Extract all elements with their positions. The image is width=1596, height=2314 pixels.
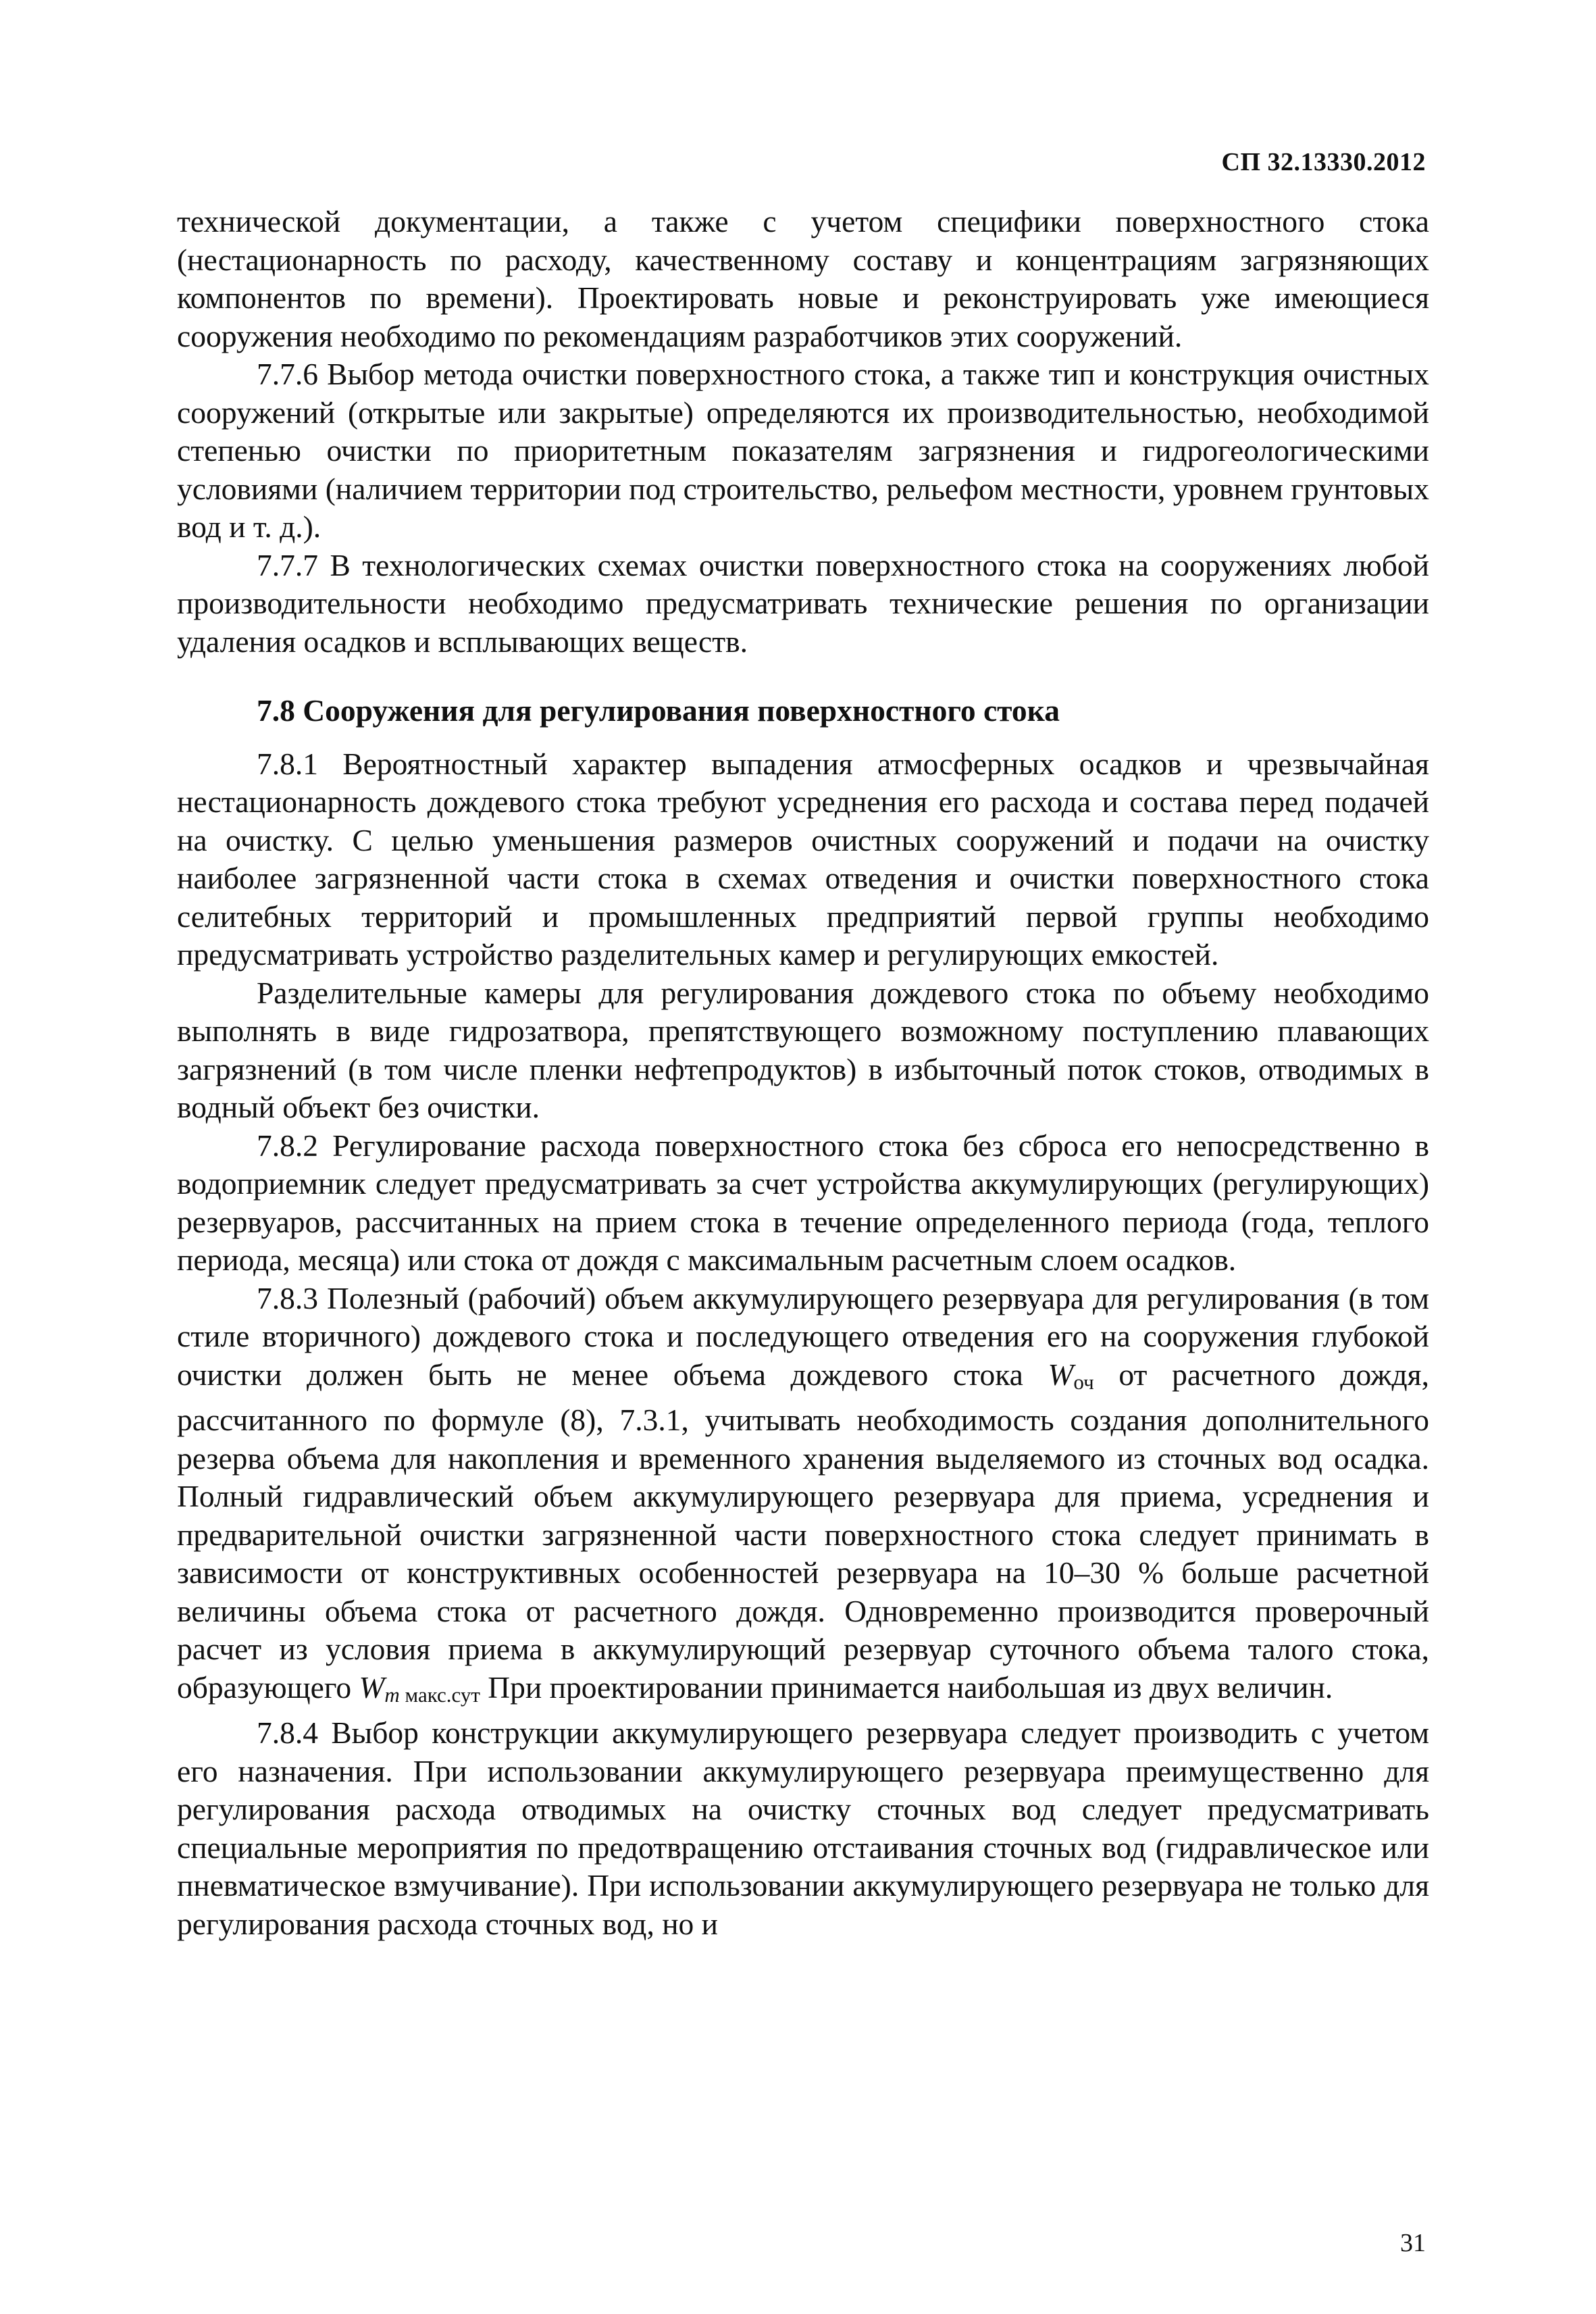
- paragraph-7-7-7: 7.7.7 В технологических схемах очистки поверхностного стока на сооружениях любой производительности необходимо предусматривать технические решения по организации удаления осадков и всплывающих веществ.: [177, 547, 1429, 659]
- paragraph-7-8-3-text-2: от расчетного дождя, рассчитанного по формуле (8), 7.3.1, учитывать необходимость создания дополнительного резерва объема для накопления и временного хранения выделяемого из сточных вод осадка. Полный гидравлический объем аккумулирующего резервуара для приема, усреднения и предварительной очистки загрязненной части поверхностного стока следует принимать в зависимости от конструктивных особенностей резервуара на 10–30 % больше расчетной величины объема стока от расчетного дождя. Одновременно производится проверочный расчет из условия приема в аккумулирующий резервуар суточного объема талого стока, образующего: [177, 1357, 1429, 1705]
- paragraph-7-8-4: 7.8.4 Выбор конструкции аккумулирующего резервуара следует производить с учетом его назначения. При использовании аккумулирующего резервуара преимущественно для регулирования расхода отводимых на очистку сточных вод следует предусматривать специальные мероприятия по предотвращению отстаивания сточных вод (гидравлическое или пневматическое взмучивание). При использовании аккумулирующего резервуара не только для регулирования расхода сточных вод, но и: [177, 1715, 1429, 1941]
- subscript-m: m: [384, 1682, 400, 1707]
- page-number: 31: [1400, 2229, 1426, 2257]
- paragraph-7-8-3-text-3: При проектировании принимается наибольшая из двух величин.: [480, 1669, 1333, 1705]
- symbol-w: W: [1048, 1357, 1074, 1392]
- paragraph-7-8-3-text-1: 7.8.3 Полезный (рабочий) объем аккумулирующего резервуара для регулирования (в том стиле вторичного) дождевого стока и последующего отведения его на сооружения глубокой очистки должен быть не менее объема дождевого стока: [177, 1280, 1429, 1392]
- formula-symbol-w-och: [1048, 1357, 1094, 1392]
- paragraph-7-8-2: 7.8.2 Регулирование расхода поверхностного стока без сброса его непосредственно в водоприемник следует предусматривать за счет устройства аккумулирующих (регулирующих) резервуаров, рассчитанных на прием стока в течение определенного периода (года, теплого периода, месяца) или стока от дождя с максимальным расчетным слоем осадков.: [177, 1128, 1429, 1277]
- paragraph-7-7-6: 7.7.6 Выбор метода очистки поверхностного стока, а также тип и конструкция очистных сооружений (открытые или закрытые) определяются их производительностью, необходимой степенью очистки по приоритетным показателям загрязнения и гидрогеологическими условиями (наличием территории под строительство, рельефом местности, уровнем грунтовых вод и т. д.).: [177, 357, 1429, 544]
- document-code-header: СП 32.13330.2012: [1221, 148, 1426, 176]
- symbol-w-m: W: [359, 1669, 385, 1705]
- paragraph-continuation: технической документации, а также с учетом специфики поверхностного стока (нестационарность по расходу, качественному составу и концентрациям загрязняющих компонентов по времени). Проектировать новые и реконструировать уже имеющиеся сооружения необходимо по рекомендациям разработчиков этих сооружений.: [177, 204, 1429, 353]
- section-heading-7-8: 7.8 Сооружения для регулирования поверхностного стока: [257, 693, 1060, 728]
- page-body: [177, 203, 1429, 1943]
- subscript-maks-sut: макс.сут: [399, 1682, 480, 1707]
- paragraph-7-8-1: 7.8.1 Вероятностный характер выпадения атмосферных осадков и чрезвычайная нестационарность дождевого стока требуют усреднения его расхода и состава перед подачей на очистку. С целью уменьшения размеров очистных сооружений и подачи на очистку наиболее загрязненной части стока в схемах отведения и очистки поверхностного стока селитебных территорий и промышленных предприятий первой группы необходимо предусматривать устройство разделительных камер и регулирующих емкостей.: [177, 746, 1429, 972]
- paragraph-7-8-3: [177, 1280, 1429, 1715]
- subscript-och: оч: [1073, 1369, 1094, 1394]
- paragraph-separation-chambers: Разделительные камеры для регулирования дождевого стока по объему необходимо выполнять в виде гидрозатвора, препятствующего возможному поступлению плавающих загрязнений (в том числе пленки нефтепродуктов) в избыточный поток стоков, отводимых в водный объект без очистки.: [177, 975, 1429, 1124]
- formula-symbol-wm-maks-sut: [359, 1670, 480, 1705]
